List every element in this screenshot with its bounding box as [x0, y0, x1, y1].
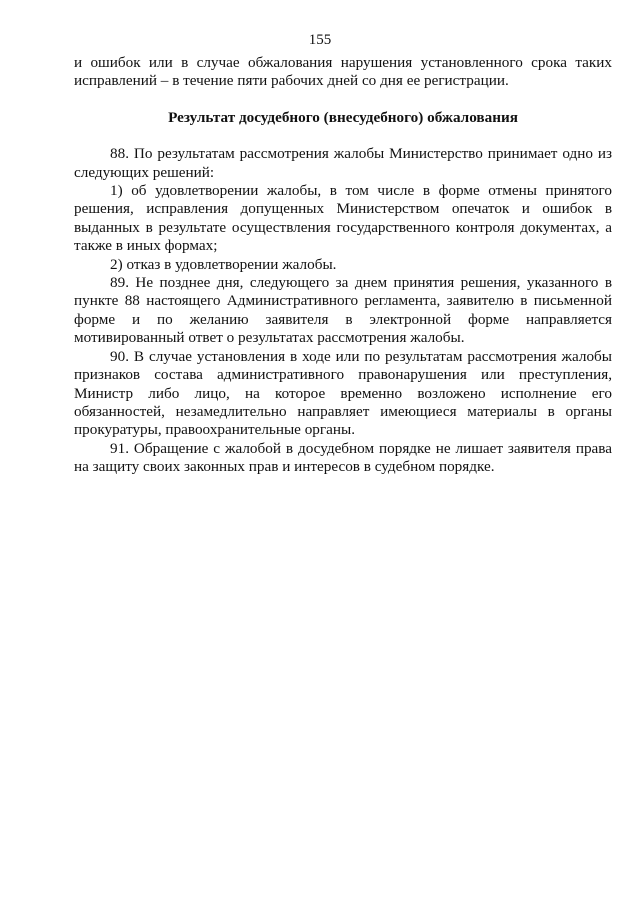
paragraph-88-item-1: 1) об удовлетворении жалобы, в том числе в форме отмены принятого решения, исправления допущенных Министерством опечаток и ошибок в выданных в результате осуществления государственного контроля документах, а также в иных формах; — [74, 182, 612, 255]
paragraph-89: 89. Не позднее дня, следующего за днем принятия решения, указанного в пункте 88 настоящего Административного регламента, заявителю в письменной форме и по желанию заявителя в электронной форме направляется мотивированный ответ о результатах рассмотрения жалобы. — [74, 274, 612, 347]
section-heading: Результат досудебного (внесудебного) обжалования — [168, 108, 518, 126]
paragraph-90: 90. В случае установления в ходе или по результатам рассмотрения жалобы признаков состава административного правонарушения или преступления, Министр либо лицо, на которое временно возложено исполнение его обязанностей, незамедлительно направляет имеющиеся материалы в органы прокуратуры, правоохранительные органы. — [74, 347, 612, 439]
paragraph-91: 91. Обращение с жалобой в досудебном порядке не лишает заявителя права на защиту своих законных прав и интересов в судебном порядке. — [74, 439, 612, 476]
paragraph-88: 88. По результатам рассмотрения жалобы Министерство принимает одно из следующих решений: — [74, 145, 612, 181]
paragraph-88-item-2: 2) отказ в удовлетворении жалобы. — [110, 255, 337, 273]
document-body — [74, 54, 612, 477]
page-number: 155 — [308, 32, 332, 48]
intro-paragraph: и ошибок или в случае обжалования нарушения установленного срока таких исправлений – в течение пяти рабочих дней со дня ее регистрации. — [74, 54, 612, 90]
